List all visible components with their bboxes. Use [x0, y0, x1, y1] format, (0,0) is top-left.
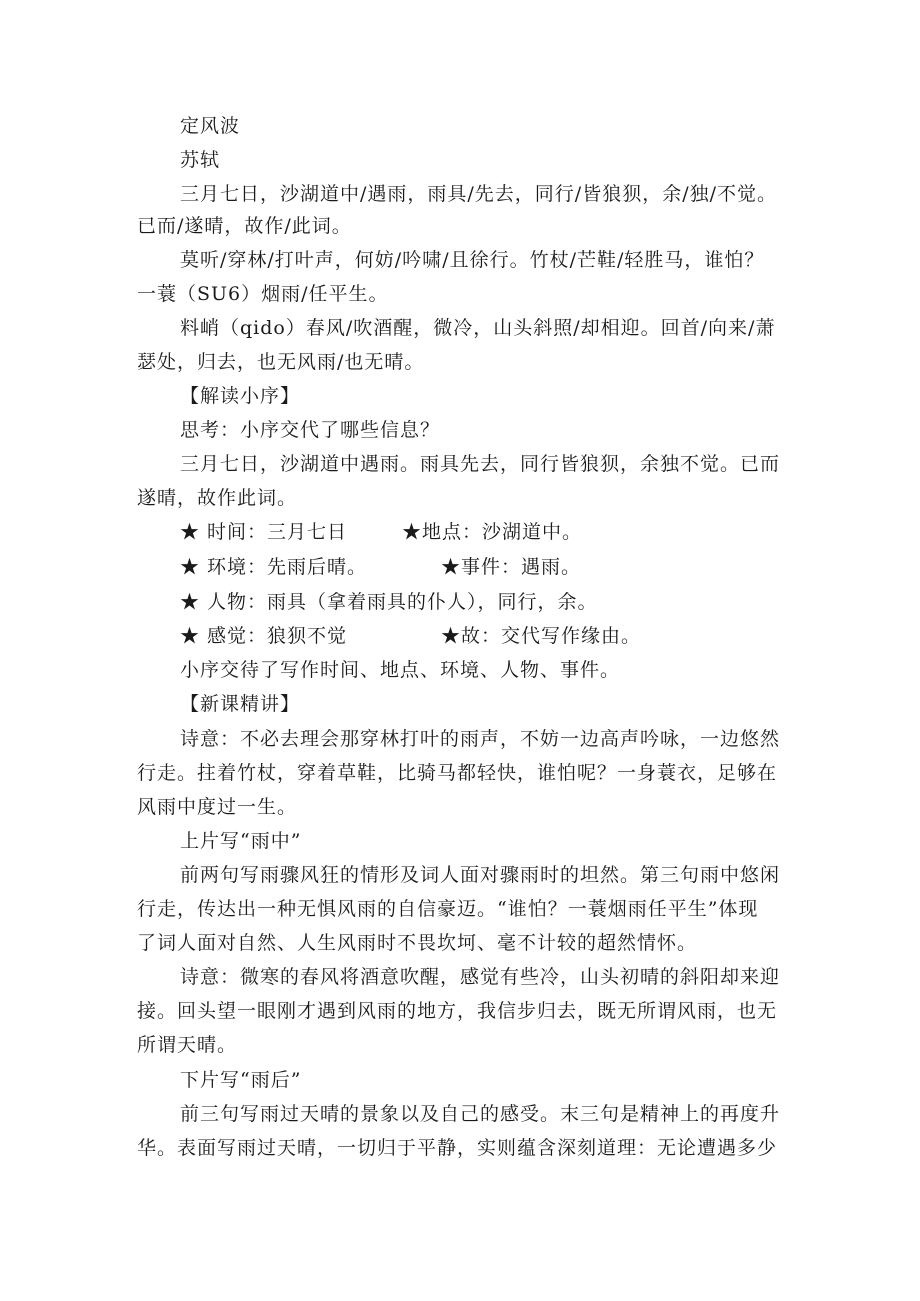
- analysis-text-line: 华。表面写雨过天晴，一切归于平静，实则蕴含深刻道理：无论遭遇多少: [137, 1137, 778, 1159]
- preface-text-line: 三月七日，沙湖道中遇雨。雨具先去，同行皆狼狈，余独不觉。已而: [180, 453, 781, 475]
- star-item: ★地点：沙湖道中。: [402, 521, 583, 543]
- poem-stanza-line: 一蓑（SU6）烟雨/任平生。: [137, 283, 389, 305]
- poem-stanza-line: 莫听/穿林/打叶声，何妨/吟啸/且徐行。竹杖/芒鞋/轻胜马，谁怕？: [180, 249, 765, 271]
- star-item: ★ 时间：三月七日: [180, 521, 348, 543]
- analysis-text-line: 了词人面对自然、人生风雨时不畏坎坷、毫不计较的超然情怀。: [137, 932, 698, 954]
- poem-title: 定风波: [180, 115, 241, 137]
- meaning-text-line: 所谓天晴。: [137, 1034, 238, 1056]
- star-item: ★ 感觉：狼狈不觉: [180, 625, 348, 647]
- poem-preface-line: 已而/遂晴，故作/此词。: [137, 215, 352, 237]
- part-title: 上片写“雨中”: [180, 830, 302, 852]
- star-item: ★ 环境：先雨后晴。: [180, 556, 368, 578]
- poem-preface-line: 三月七日，沙湖道中/遇雨，雨具/先去，同行/皆狼狈，余/独/不觉。: [180, 183, 778, 205]
- analysis-text-line: 行走，传达出一种无惧风雨的自信豪迈。“谁怕？一蓑烟雨任平生”体现: [137, 898, 759, 920]
- meaning-text-line: 诗意：不必去理会那穿林打叶的雨声，不妨一边高声吟咏，一边悠然: [180, 728, 781, 750]
- part-title: 下片写“雨后”: [180, 1069, 302, 1091]
- meaning-text-line: 诗意：微寒的春风将酒意吹醒，感觉有些冷，山头初晴的斜阳却来迎: [180, 966, 781, 988]
- meaning-text-line: 风雨中度过一生。: [137, 796, 298, 818]
- preface-text-line: 遂晴，故作此词。: [137, 487, 298, 509]
- star-item: ★故：交代写作缘由。: [441, 625, 642, 647]
- analysis-text-line: 前三句写雨过天晴的景象以及自己的感受。末三句是精神上的再度升: [180, 1103, 781, 1125]
- analysis-text-line: 前两句写雨骤风狂的情形及词人面对骤雨时的坦然。第三句雨中悠闲: [180, 864, 781, 886]
- star-item: ★ 人物：雨具（拿着雨具的仆人），同行，余。: [180, 591, 598, 613]
- summary-text: 小序交待了写作时间、地点、环境、人物、事件。: [180, 659, 621, 681]
- poem-stanza-line: 料峭（qido）春风/吹酒醒，微冷，山头斜照/却相迎。回首/向来/萧: [180, 317, 776, 339]
- poem-stanza-line: 瑟处，归去，也无风雨/也无晴。: [137, 351, 425, 373]
- section-heading: 【解读小序】: [180, 385, 301, 407]
- star-item: ★事件：遇雨。: [441, 556, 582, 578]
- poem-author: 苏轼: [180, 149, 221, 171]
- meaning-text-line: 接。回头望一眼刚才遇到风雨的地方，我信步归去，既无所谓风雨，也无: [137, 1000, 778, 1022]
- question-text: 思考：小序交代了哪些信息？: [180, 419, 441, 441]
- meaning-text-line: 行走。拄着竹杖，穿着草鞋，比骑马都轻快，谁怕呢？一身蓑衣，足够在: [137, 762, 778, 784]
- section-heading: 【新课精讲】: [180, 693, 301, 715]
